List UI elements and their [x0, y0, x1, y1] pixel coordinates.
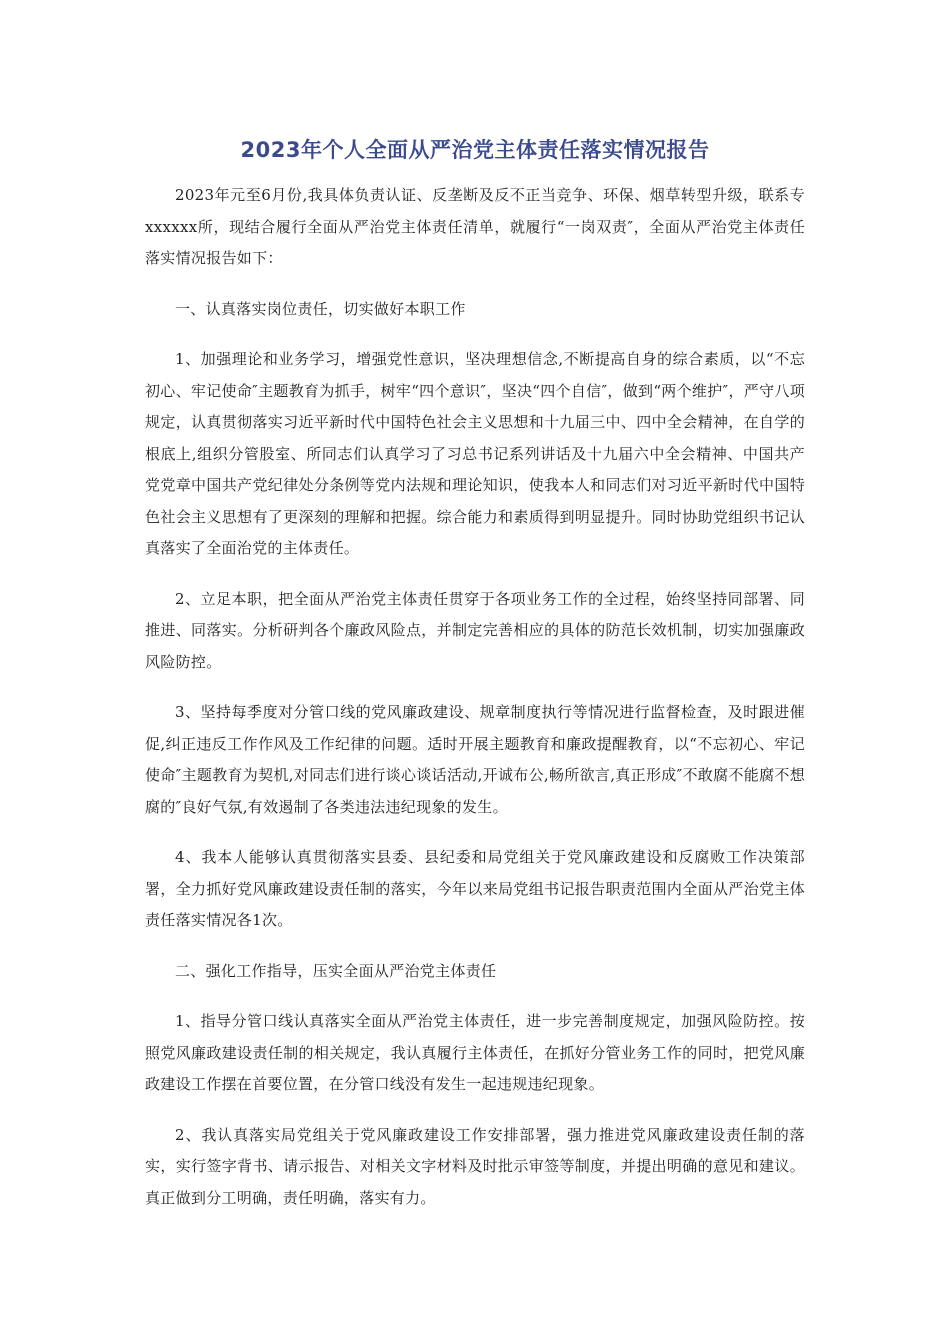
section-heading-1: 一、认真落实岗位责任，切实做好本职工作	[175, 299, 466, 318]
paragraph-1-4: 4、我本人能够认真贯彻落实县委、县纪委和局党组关于党风廉政建设和反腐败工作决策部署，全力抓好党风廉政建设责任制的落实，今年以来局党组书记报告职责范围内全面从严治党主体责任落实情况各1次。	[145, 848, 805, 929]
paragraph-intro: 2023年元至6月份,我具体负责认证、反垄断及反不正当竞争、环保、烟草转型升级，联系专xxxxxx所，现结合履行全面从严治党主体责任清单，就履行“一岗双责″，全面从严治党主体责任落实情况报告如下：	[145, 186, 805, 267]
paragraph-1-1: 1、加强理论和业务学习，增强党性意识，坚决理想信念,不断提高自身的综合素质，以“不忘初心、牢记使命″主题教育为抓手，树牢“四个意识″，坚决“四个自信″，做到“两个维护″，严守八项规定，认真贯彻落实习近平新时代中国特色社会主义思想和十九届三中、四中全会精神，在自学的根底上,组织分管股室、所同志们认真学习了习总书记系列讲话及十九届六中全会精神、中国共产党党章中国共产党纪律处分条例等党内法规和理论知识，使我本人和同志们对习近平新时代中国特色社会主义思想有了更深刻的理解和把握。综合能力和素质得到明显提升。同时协助党组织书记认真落实了全面治党的主体责任。	[145, 350, 805, 557]
paragraph-1-3: 3、坚持每季度对分管口线的党风廉政建设、规章制度执行等情况进行监督检查，及时跟进催促,纠正违反工作作风及工作纪律的问题。适时开展主题教育和廉政提醒教育，以“不忘初心、牢记使命″主题教育为契机,对同志们进行谈心谈话活动,开诚布公,畅所欲言,真正形成″不敢腐不能腐不想腐的″良好气氛,有效遏制了各类违法违纪现象的发生。	[145, 703, 805, 816]
paragraph-1-2: 2、立足本职，把全面从严治党主体责任贯穿于各项业务工作的全过程，始终坚持同部署、同推进、同落实。分析研判各个廉政风险点，并制定完善相应的具体的防范长效机制，切实加强廉政风险防控。	[145, 589, 805, 671]
paragraph-2-2: 2、我认真落实局党组关于党风廉政建设工作安排部署，强力推进党风廉政建设责任制的落实，实行签字背书、请示报告、对相关文字材料及时批示审签等制度，并提出明确的意见和建议。真正做到分工明确，责任明确，落实有力。	[145, 1125, 805, 1207]
paragraph-2-1: 1、指导分管口线认真落实全面从严治党主体责任，进一步完善制度规定，加强风险防控。按照党风廉政建设责任制的相关规定，我认真履行主体责任，在抓好分管业务工作的同时，把党风廉政建设工作摆在首要位置，在分管口线没有发生一起违规违纪现象。	[145, 1012, 805, 1093]
section-heading-2: 二、强化工作指导，压实全面从严治党主体责任	[175, 961, 497, 980]
document-title: 2023年个人全面从严治党主体责任落实情况报告	[240, 138, 710, 162]
document-body	[145, 180, 805, 1233]
